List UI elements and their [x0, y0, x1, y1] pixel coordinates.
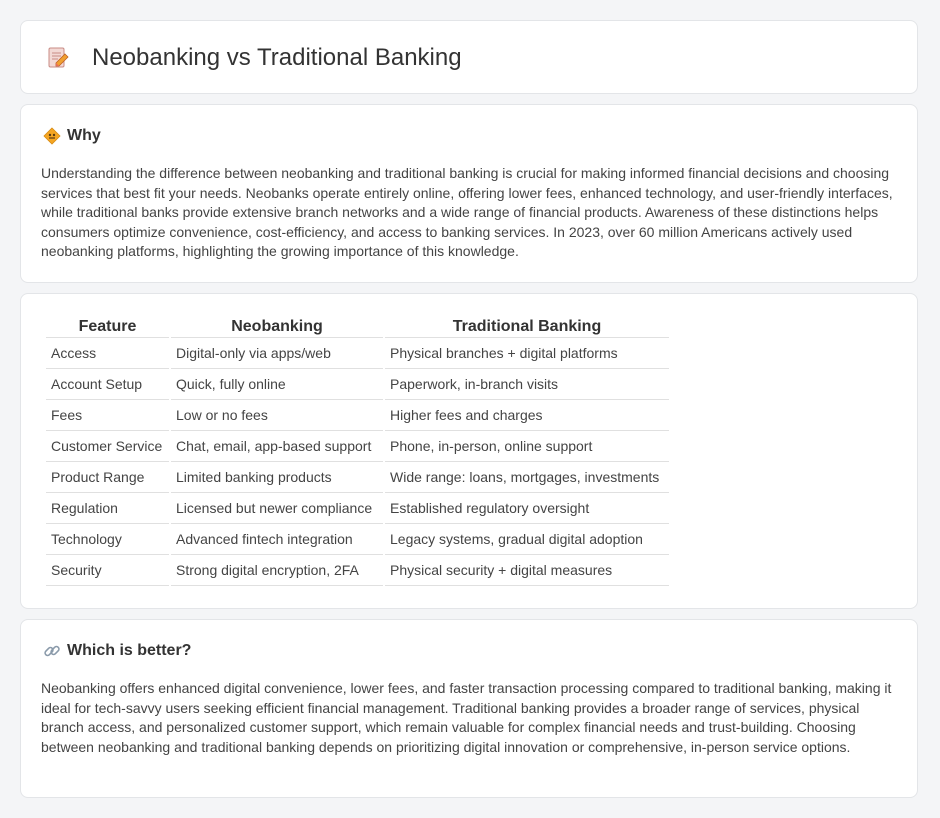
table-row: [46, 338, 669, 369]
table-cell: Customer Service: [46, 431, 169, 462]
header-neobanking: Neobanking: [171, 317, 383, 338]
table-row: [46, 524, 669, 555]
document-pencil-icon: [47, 46, 69, 70]
table-cell: Paperwork, in-branch visits: [385, 369, 669, 400]
which-is-better-section: [20, 619, 918, 798]
table-cell: Product Range: [46, 462, 169, 493]
comparison-section: [20, 293, 918, 609]
table-cell: Legacy systems, gradual digital adoption: [385, 524, 669, 555]
header-feature: Feature: [46, 317, 169, 338]
better-body: Neobanking offers enhanced digital convenience, lower fees, and faster transaction processing compared to traditional banking, making it ideal for tech-savvy users seeking efficient financial management. Traditional banking provides a broader range of services, physical branch access, and personalized customer support, which remain valuable for complex financial needs and trust-building. Choosing between neobanking and traditional banking depends on prioritizing digital innovation or comprehensive, in-person service options.: [41, 680, 892, 755]
table-header-row: [46, 317, 669, 338]
better-title: Which is better?: [67, 642, 192, 659]
comparison-table: [44, 317, 671, 586]
why-title: Why: [67, 127, 101, 144]
table-row: [46, 493, 669, 524]
table-cell: Fees: [46, 400, 169, 431]
table-cell: Digital-only via apps/web: [171, 338, 383, 369]
table-cell: Limited banking products: [171, 462, 383, 493]
table-row: [46, 400, 669, 431]
table-cell: Strong digital encryption, 2FA: [171, 555, 383, 586]
table-cell: Regulation: [46, 493, 169, 524]
why-section: [20, 104, 918, 283]
table-cell: Access: [46, 338, 169, 369]
table-row: [46, 431, 669, 462]
table-row: [46, 555, 669, 586]
table-cell: Quick, fully online: [171, 369, 383, 400]
why-body: Understanding the difference between neobanking and traditional banking is crucial for making informed financial decisions and choosing services that best fit your needs. Neobanks operate entirely online, offering lower fees, enhanced technology, and user-friendly interfaces, while traditional banks provide extensive branch networks and a wide range of financial products. Awareness of these distinctions helps consumers optimize convenience, cost-efficiency, and access to banking services. In 2023, over 60 million Americans actively used neobanking platforms, highlighting the growing importance of this knowledge.: [41, 165, 893, 260]
table-cell: Technology: [46, 524, 169, 555]
table-cell: Chat, email, app-based support: [171, 431, 383, 462]
table-cell: Physical branches + digital platforms: [385, 338, 669, 369]
table-cell: Licensed but newer compliance: [171, 493, 383, 524]
table-row: [46, 462, 669, 493]
table-cell: Account Setup: [46, 369, 169, 400]
table-cell: Phone, in-person, online support: [385, 431, 669, 462]
page-title: Neobanking vs Traditional Banking: [92, 44, 462, 71]
diamond-sign-icon: [43, 127, 61, 145]
table-cell: Advanced fintech integration: [171, 524, 383, 555]
table-cell: Higher fees and charges: [385, 400, 669, 431]
table-row: [46, 369, 669, 400]
table-cell: Established regulatory oversight: [385, 493, 669, 524]
table-cell: Wide range: loans, mortgages, investments: [385, 462, 669, 493]
header-traditional: Traditional Banking: [385, 317, 669, 338]
table-cell: Security: [46, 555, 169, 586]
table-cell: Low or no fees: [171, 400, 383, 431]
link-icon: [43, 642, 61, 660]
header-card: [20, 20, 918, 94]
table-cell: Physical security + digital measures: [385, 555, 669, 586]
